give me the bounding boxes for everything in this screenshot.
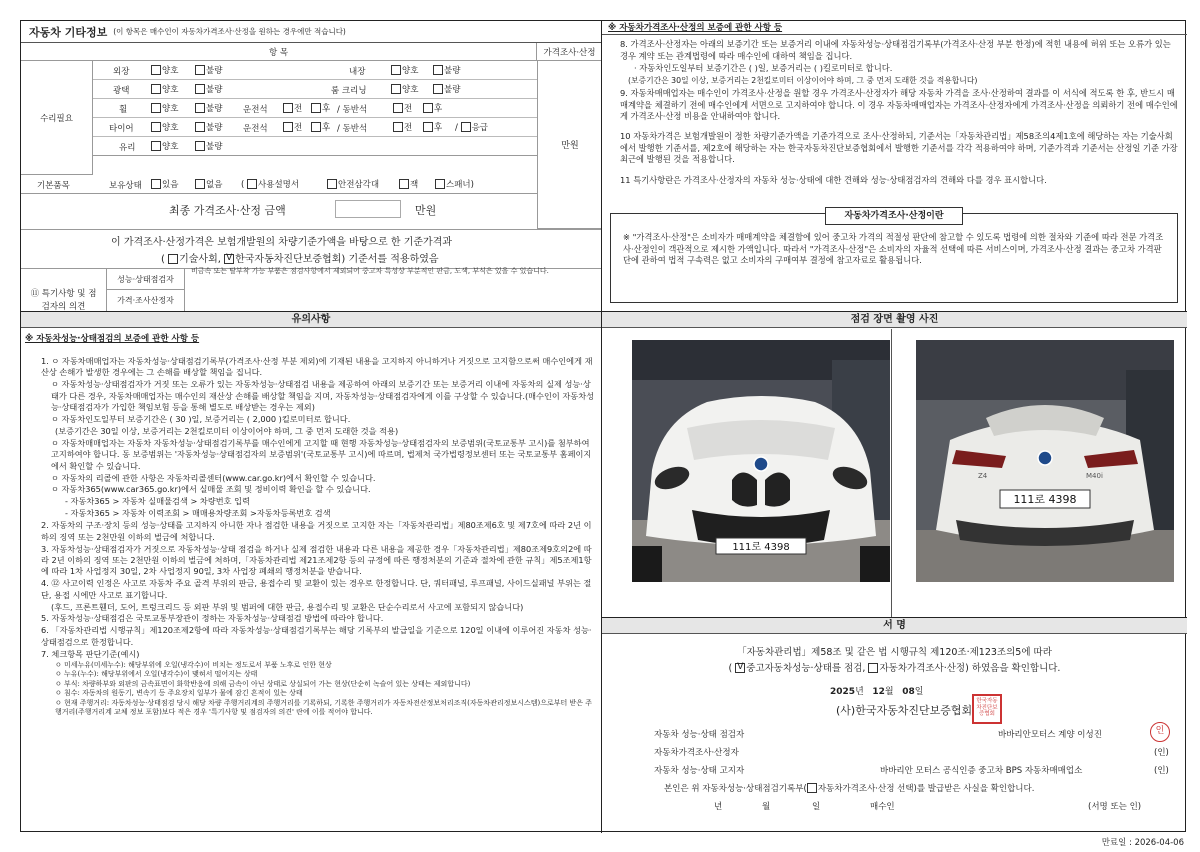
warranty-p8c: (보증기간은 30일 이상, 보증거리는 2천킬로미터 이상이어야 하며, 그 중 먼저 도래한 것을 적용합니다) xyxy=(628,76,978,85)
sign-r4: 본인은 위 자동차성능·상태점검기록부( 자동차가격조사·산정 선택)를 발급받은 사실을 확인합니다. xyxy=(664,784,1035,794)
opt-spanner[interactable]: 스패너) xyxy=(435,178,474,190)
notice-sub-item: ㅇ 누유(누수): 해당부위에서 오일(냉각수)이 맺혀서 떨어지는 상태 xyxy=(55,670,258,679)
tire-driver: 운전석 xyxy=(243,124,268,134)
final-price-label: 최종 가격조사·산정 금액 xyxy=(169,204,286,217)
gloss-good[interactable]: 양호 xyxy=(151,83,178,95)
photos-title: 점검 장면 촬영 사진 xyxy=(602,312,1187,328)
wheel-pass-front[interactable]: 전 xyxy=(393,102,412,114)
opt-kadwa[interactable]: V xyxy=(226,253,233,263)
exterior-bad[interactable]: 불량 xyxy=(195,64,222,76)
sign-assoc: (사)한국자동차진단보증협회 xyxy=(836,704,973,717)
tire-need[interactable]: / 응급 xyxy=(455,123,489,133)
sign-r3r: 바바리안 모터스 공식인증 중고차 BPS 자동차매매업소 xyxy=(880,766,1083,776)
warranty-box-title: 자동차가격조사·산정이란 xyxy=(825,207,963,225)
interior-bad[interactable]: 불량 xyxy=(433,64,460,76)
tire-driver-rear[interactable]: 후 xyxy=(311,121,330,133)
col-item: 항 목 xyxy=(268,47,289,58)
wheel-bad[interactable]: 불량 xyxy=(195,102,222,114)
label-glass: 유리 xyxy=(119,143,136,153)
notice-title: 유의사항 xyxy=(21,312,601,328)
sign-line1: 「자동차관리법」제58조 및 같은 법 시행규칙 제120조·제123조의5에 따라 xyxy=(737,647,1052,658)
glass-bad[interactable]: 불량 xyxy=(195,140,222,152)
room-bad[interactable]: 불량 xyxy=(433,83,460,95)
sign-r1r: 바바리안모터스 계양 이성진 xyxy=(998,730,1102,740)
sign-check-price[interactable] xyxy=(868,663,878,673)
final-price-input[interactable] xyxy=(335,200,401,218)
warranty-p10: 10 자동차가격은 보험개발원이 정한 차량기준가액을 기준가격으로 조사·산정하되, 기준서는「자동차관리법」제58조의4제1호에 해당하는 자는 기술사회에서 발행한 기준서를, 제2호에 해당하는 자는 한국자동차진단보증협회에서 발행한 기준서를 각각 적용하여야 하며, 기준가격과 기준서는 산정일 기준 가장 최근에 발행된 것을 적용합니다. xyxy=(620,131,1178,164)
notice-item: ㅇ 자동차의 리콜에 관한 사항은 자동차리콜센터(www.car.go.kr)에서 확인할 수 있습니다. xyxy=(51,472,376,483)
notice-item: 5. 자동차성능·상태점검은 국토교통부장관이 정하는 자동차성능·상태점검 방법에 따라야 합니다. xyxy=(41,613,384,624)
notice-item: 6. 「자동차관리법 시행규칙」제120조제2항에 따라 자동차성능·상태점검기록부는 해당 기록부의 발급일을 기준으로 120일 이내에 이루어진 자동차 성능·상태점검으로 한정합니다. xyxy=(41,625,592,647)
notice-item: 2. 자동차의 구조·장치 등의 성능·상태를 고지하지 아니한 자나 점검한 내용을 거짓으로 고지한 자는「자동차관리법」제80조제6호 및 제7호에 따라 2년 이하의 징역 또는 2천만원 이하의 벌금에 처합니다. xyxy=(41,520,592,542)
basis-line1: 이 가격조사·산정가격은 보험개발원의 차량기준가액을 바탕으로 한 기준가격과 xyxy=(111,237,453,248)
wheel-driver-rear[interactable]: 후 xyxy=(311,102,330,114)
sign-check-buyer[interactable] xyxy=(807,783,817,793)
basis-line2: ( 기술사회, V 한국자동차진단보증협회) 기준서를 적용하였음 xyxy=(161,253,439,265)
sign-line2: ( V 중고자동차성능·상태를 점검, 자동차가격조사·산정) 하였음을 확인합니다. xyxy=(728,662,1061,674)
wheel-passenger: / 동반석 xyxy=(337,105,368,115)
assoc-stamp: 한국자동차진단보증협회 xyxy=(972,694,1002,724)
badge-m40i: M40i xyxy=(1086,472,1103,480)
sign-r3l: 자동차 성능·상태 고지자 xyxy=(654,766,745,776)
notice-item: 3. 자동차성능·상태점검자가 거짓으로 자동차성능·상태 점검을 하거나 실제 점검한 내용과 다른 내용을 제공한 경우「자동차관리법」제80조제9호의2에 따라 2년 이하의 징역 또는 2천만원 이하의 벌금에 처하며,「자동차관리법 제21조제2항 등의 규정에 따른 행정처분의 기준과 절차에 관한 규칙」제5조제1항에 따라 1차 사업정지 30일, 2차 사업정지 90일, 3차 사업장 폐쇄의 행정처분을 받습니다. xyxy=(41,543,592,577)
wheel-pass-rear[interactable]: 후 xyxy=(423,102,442,114)
front-plate: 111로 4398 xyxy=(732,542,790,553)
exterior-good[interactable]: 양호 xyxy=(151,64,178,76)
gloss-bad[interactable]: 불량 xyxy=(195,83,222,95)
perf-checker-label: 성능·상태점검자 xyxy=(107,269,185,290)
repair-label: 수리필요 xyxy=(40,113,73,124)
sign-check-perf[interactable]: V xyxy=(737,662,744,672)
tire-bad[interactable]: 불량 xyxy=(195,121,222,133)
tire-driver-front[interactable]: 전 xyxy=(283,121,302,133)
photo-front xyxy=(632,340,890,582)
sign-r3in: (인) xyxy=(1154,766,1169,776)
notice-sub-item: ㅇ 침수: 자동차의 원동기, 변속기 등 주요장치 일부가 물에 잠긴 흔적이 있는 상태 xyxy=(55,689,303,698)
tire-pass-rear[interactable]: 후 xyxy=(423,121,442,133)
notice-item: - 자동차365 > 자동차 실매물검색 > 차량번호 입력 xyxy=(65,496,250,507)
possess-none[interactable]: 없음 xyxy=(195,178,222,190)
etc-title-note: (이 항목은 매수인이 자동차가격조사·산정을 원하는 경우에만 적습니다) xyxy=(113,27,346,36)
checker-seal: 인 xyxy=(1150,722,1170,742)
tire-pass-front[interactable]: 전 xyxy=(393,121,412,133)
sign-r2r: (인) xyxy=(1154,748,1169,758)
label-exterior: 외장 xyxy=(113,67,130,77)
label-wheel: 휠 xyxy=(119,105,128,115)
notice-item: (보증기간은 30일 이상, 보증거리는 2천킬로미터 이상이어야 하며, 그 중 먼저 도래한 것을 적용) xyxy=(55,425,399,436)
label-room: 룸 크리닝 xyxy=(331,86,367,96)
rear-plate: 111로 4398 xyxy=(1013,493,1077,506)
notice-item: (후드, 프론트휀더, 도어, 트렁크리드 등 외판 부위 및 범퍼에 대한 판금, 용접수리 및 교환은 단순수리로서 사고에 포함되지 않습니다) xyxy=(51,601,524,612)
notice-item: ㅇ 자동차인도일부터 보증기간은 ( 30 )일, 보증거리는 ( 2,000 )킬로미터로 합니다. xyxy=(51,414,351,425)
label-tire: 타이어 xyxy=(109,124,134,134)
warranty-box-text: ※ "가격조사·산정"은 소비자가 매매계약을 체결함에 있어 중고차 가격의 적절성 판단에 참고할 수 있도록 법령에 의한 절차와 기준에 따라 전문 가격조사·산정인이 객관적으로 제시한 가액입니다. 따라서 "가격조사·산정"은 소비자의 자율적 선택에 따른 서비스이며, 가격조사·산정 결과는 중고차 가격판단에 관하여 법적 구속력은 없고 소비자의 구매여부 결정에 참고자료로 활용됩니다. xyxy=(623,232,1164,265)
final-price-unit: 만원 xyxy=(415,204,437,217)
notice-sub-item: ㅇ 현재 주행거리: 자동차성능·상태점검 당시 해당 차량 주행거리계의 주행거리를 기록하되, 기록한 주행거리가 자동차전산정보처리조직(자동차관리정보시스템)으로부터 받은 주행거리(주행거리계 교체 정보 포함)보다 적은 경우 '특기사항 및 점검자의 의견' 란에 이를 적어야 합니다. xyxy=(55,698,593,717)
etc-table xyxy=(21,43,601,311)
opt-manual[interactable]: ( 사용설명서 xyxy=(241,180,300,190)
notice-item: 7. 체크항목 판단기준(예시) xyxy=(41,648,140,659)
notice-item: - 자동차365 > 자동차 이력조회 > 매매용차량조회 >자동차등록번호 검색 xyxy=(65,508,331,519)
col-price: 가격조사·산정 xyxy=(543,47,596,58)
notice-item: ㅇ 자동차매매업자는 자동차 자동차성능·상태점검기록부를 매수인에게 고지할 때 현행 자동차성능·상태점검자의 보증범위(국토교통부 고시)를 첨부하여 고지하여야 합니다. 동 보증범위는 '자동차성능·상태점검자의 보증범위'(국토교통부 고시)에 따르며, 법제처 국가법령정보센터 또는 국토교통부 홈페이지에서 확인할 수 있습니다. xyxy=(51,437,592,471)
tire-passenger: / 동반석 xyxy=(337,124,368,134)
price-checker-label: 가격·조사산정자 xyxy=(107,290,185,311)
badge-z4: Z4 xyxy=(978,472,988,480)
expiry-date: 만료일 : 2026-04-06 xyxy=(1101,838,1184,848)
opt-jack[interactable]: 잭 xyxy=(399,178,418,190)
wheel-driver: 운전석 xyxy=(243,105,268,115)
warranty-p11: 11 특기사항란은 가격조사·산정자의 자동차 성능·상태에 대한 견해와 성능·상태점검자의 견해와 다를 경우 표시합니다. xyxy=(620,175,1047,185)
glass-good[interactable]: 양호 xyxy=(151,140,178,152)
notice-list xyxy=(41,356,596,718)
opt-tech[interactable] xyxy=(168,254,178,264)
wheel-driver-front[interactable]: 전 xyxy=(283,102,302,114)
notice-item: 1. ㅇ 자동차매매업자는 자동차성능·상태점검기록부(가격조사·산정 부분 제외)에 기재된 내용을 고지하지 아니하거나 거짓으로 고지함으로써 매수인에게 재산상 손해가 발생한 경우에는 그 손해를 배상할 책임을 집니다. xyxy=(41,356,593,378)
notice-item: ㅇ 자동차365(www.car365.go.kr)에서 실매물 조회 및 정비이력 확인을 할 수 있습니다. xyxy=(51,484,371,495)
wheel-good[interactable]: 양호 xyxy=(151,102,178,114)
special-label: ⑪ 특기사항 및 점검자의 의견 xyxy=(21,269,107,311)
basic-label: 기본품목 xyxy=(37,181,70,191)
sign-title: 서 명 xyxy=(602,618,1187,634)
sign-r1l: 자동차 성능·상태 점검자 xyxy=(654,730,745,740)
sign-r2l: 자동차가격조사·산정자 xyxy=(654,748,739,758)
warranty-p8: 8. 가격조사·산정자는 아래의 보증기간 또는 보증거리 이내에 자동차성능·상태점검기록부(가격조사·산정 부분 한정)에 적힌 내용에 허위 또는 오류가 있는 경우 계약 또는 관계법령에 따라 매수인에 대하여 책임을 집니다. xyxy=(620,39,1171,61)
notice-sub: ※ 자동차성능·상태점검의 보증에 관한 사항 등 xyxy=(25,334,200,344)
price-manwon: 만원 xyxy=(561,141,579,151)
etc-title: 자동차 기타정보 xyxy=(29,25,108,39)
perf-note: 비금속 또는 탈부착 가능 부품은 점검사항에서 제외되어 중고차 특성상 부분적인 판금, 도색, 부식은 있을 수 있습니다. xyxy=(191,267,549,275)
label-interior: 내장 xyxy=(349,67,366,77)
notice-item: ㅇ 자동차성능·상태점검자가 거짓 또는 오류가 있는 자동차성능·상태점검 내용을 제공하여 아래의 보증기간 또는 보증거리 이내에 자동차의 실제 성능·상태가 다른 경우, 자동차매매업자는 매수인의 재산상 손해를 배상할 책임을 지며, 자동차성능·상태점검자에게 이를 구상할 수 있습니다.(매수인이 자동차성능·상태점검자가 가입한 책임보험 등을 통해 별도로 배상받는 경우는 제외) xyxy=(51,379,595,413)
warranty-title: ※ 자동차가격조사·산정의 보증에 관한 사항 등 xyxy=(602,21,1187,35)
sign-date: 2025년 12월 08일 xyxy=(830,687,924,697)
notice-item: 4. ⑫ 사고이력 인정은 사고로 자동차 주요 골격 부위의 판금, 용접수리 및 교환이 있는 경우로 한정합니다. 단, 쿼터패널, 루프패널, 사이드실패널 부위는 절단, 용접 시에만 사고로 표기합니다. xyxy=(41,578,592,600)
warranty-p8b: · 자동차인도일부터 보증기간은 ( )일, 보증거리는 ( )킬로미터로 합니다. xyxy=(634,63,893,73)
notice-sub-item: ㅇ 미세누유(미세누수): 해당부위에 오일(냉각수)이 비치는 정도로서 부품 노후로 인한 현상 xyxy=(55,660,332,669)
notice-sub-item: ㅇ 부식: 차량하부와 외판의 금속표면이 화학반응에 의해 금속이 아닌 상태로 상실되어 가는 현상(단순히 녹슬어 있는 상태는 제외합니다) xyxy=(55,679,471,688)
possess-have[interactable]: 있음 xyxy=(151,178,178,190)
photo-rear xyxy=(916,340,1174,582)
room-good[interactable]: 양호 xyxy=(391,83,418,95)
warranty-p9: 9. 자동차매매업자는 매수인이 가격조사·산정을 원할 경우 가격조사·산정자가 해당 자동차 가격을 조사·산정하여 결과를 이 서식에 적도록 한 후, 반드시 매매계약을 체결하기 전에 매수인에게 서면으로 고지하여야 합니다. 이 경우 자동차매매업자는 가격조사·산정자에게 가격조사·산정을 의뢰하기 전에 매수인에게 가격조사·산정 비용을 안내하여야 합니다. xyxy=(620,88,1178,121)
possess-label: 보유상태 xyxy=(109,181,142,191)
label-gloss: 광택 xyxy=(113,86,130,96)
opt-tri[interactable]: 안전삼각대 xyxy=(327,178,379,190)
warranty-box xyxy=(610,213,1178,303)
interior-good[interactable]: 양호 xyxy=(391,64,418,76)
tire-good[interactable]: 양호 xyxy=(151,121,178,133)
